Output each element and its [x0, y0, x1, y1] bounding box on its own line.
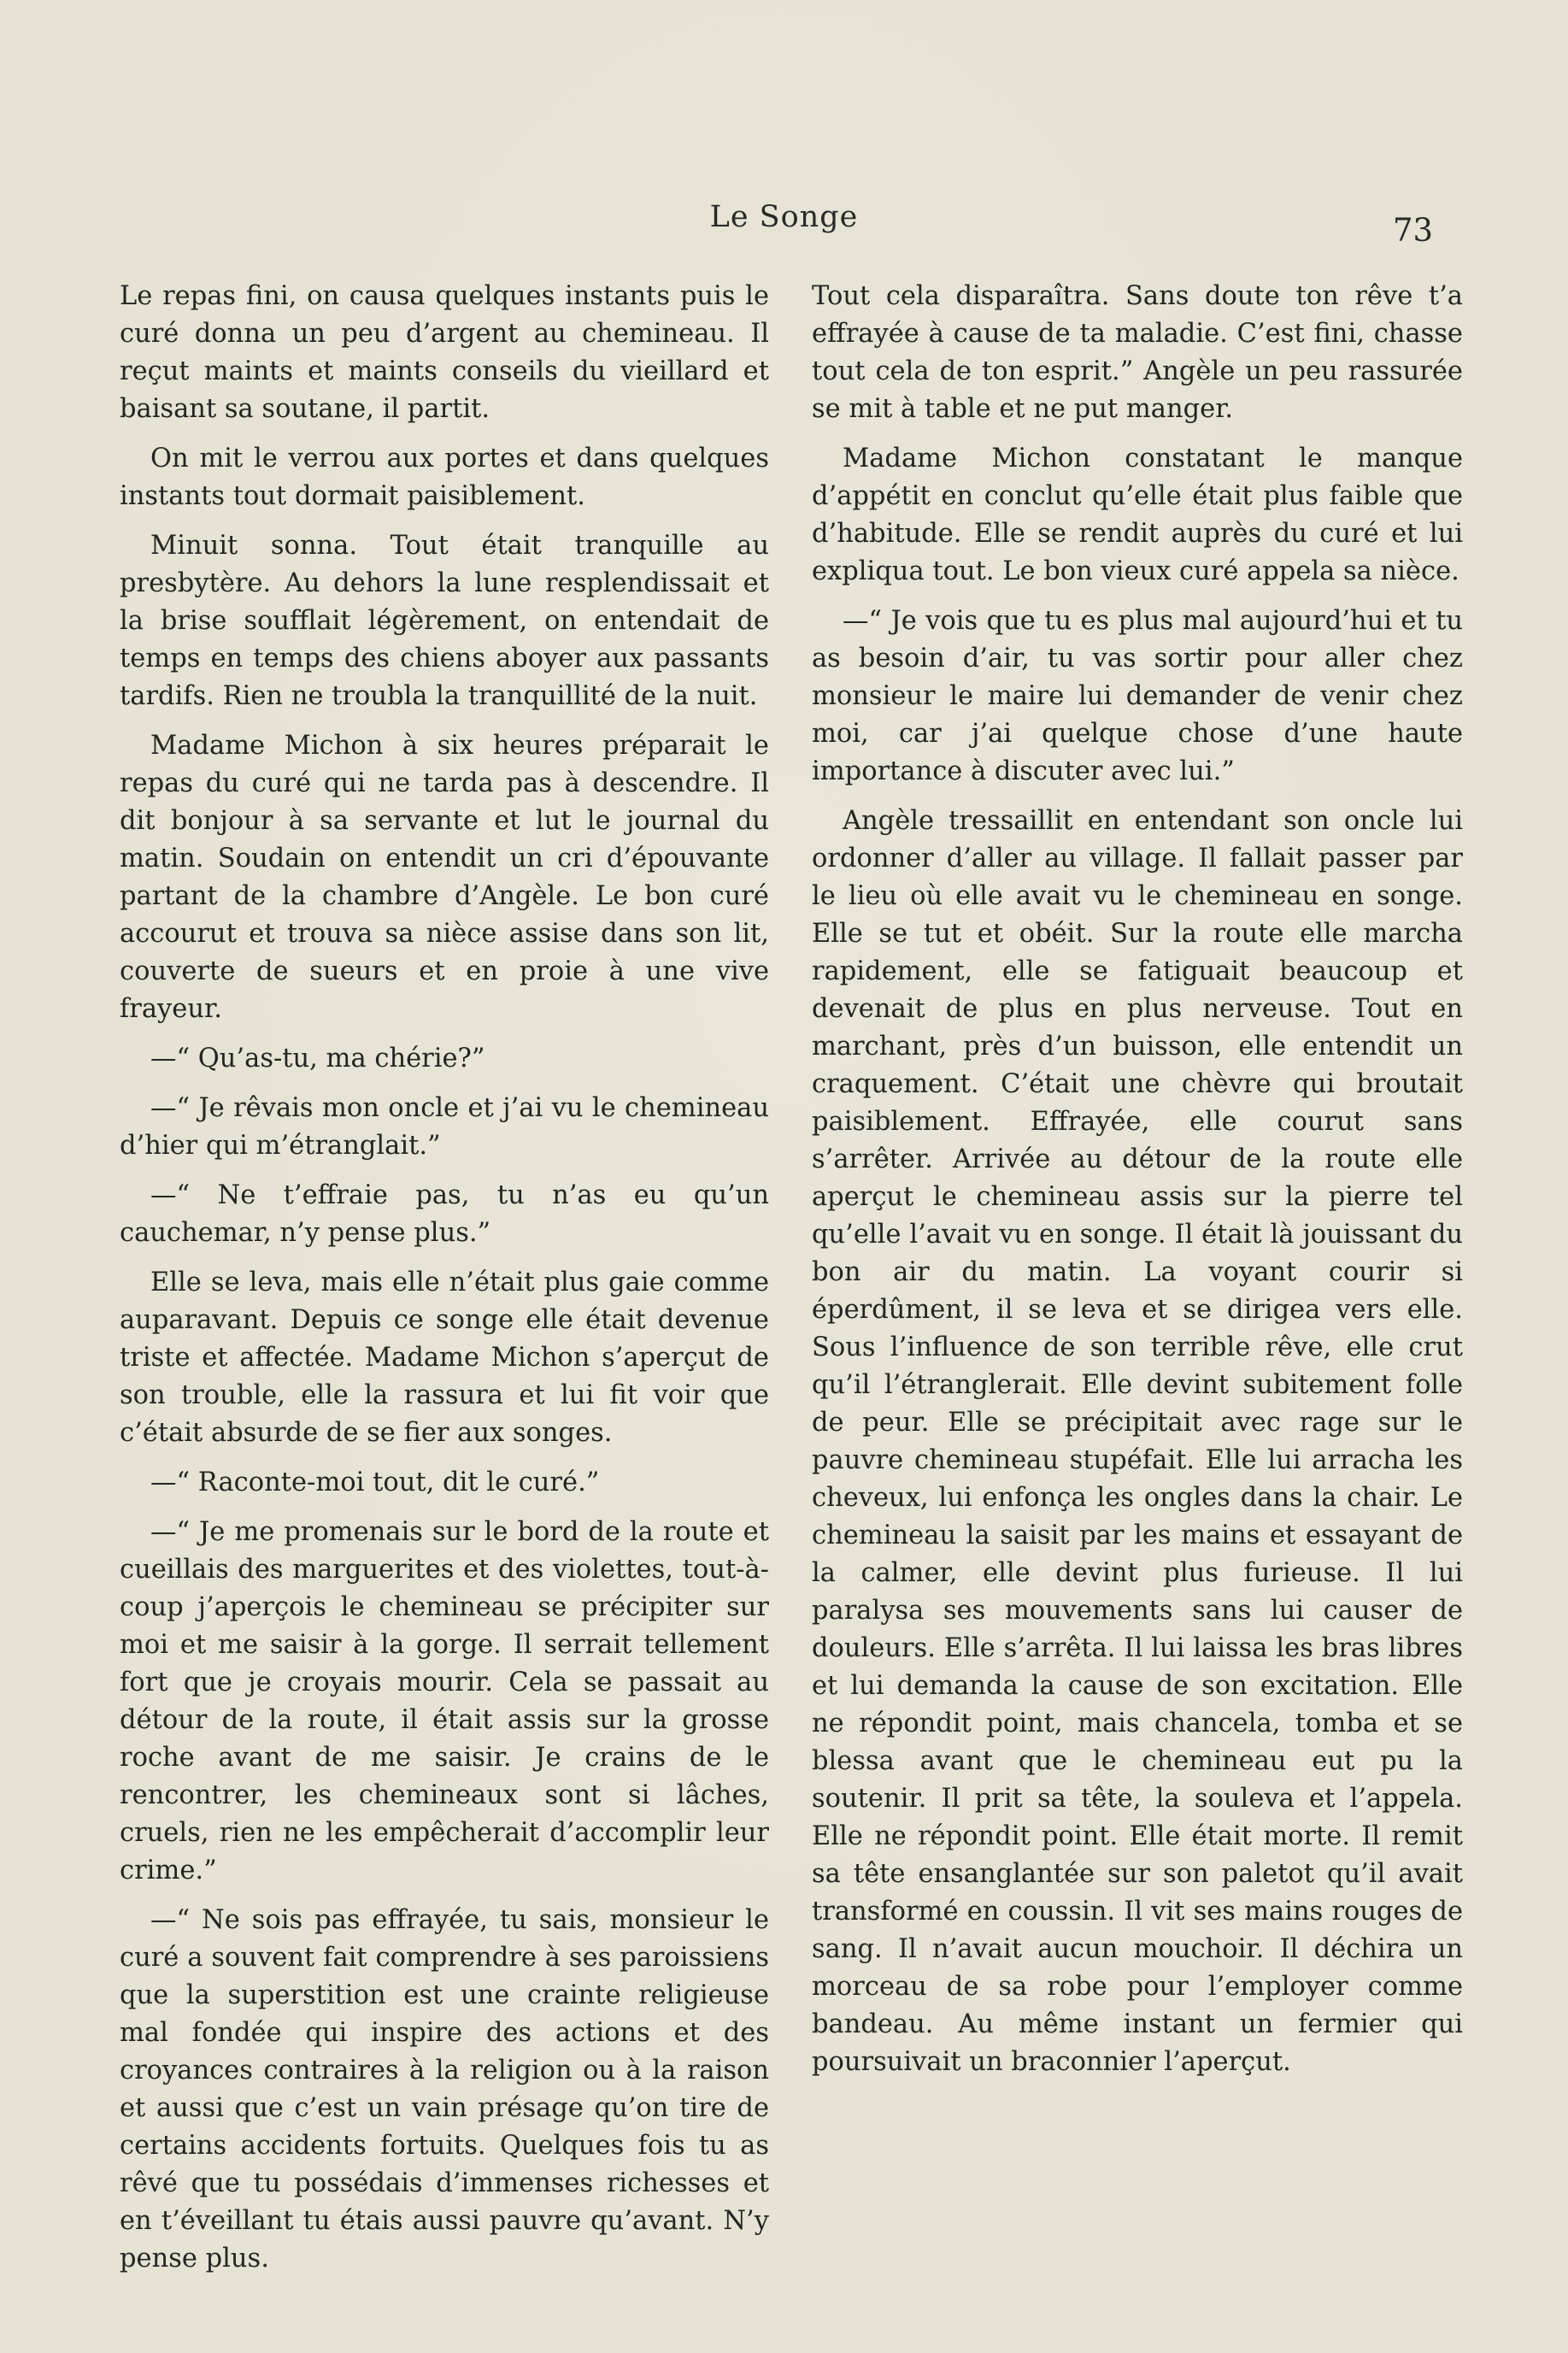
paragraph: Tout cela disparaîtra. Sans doute ton rêve t’a effrayée à cause de ta maladie. C’est fini, chasse tout cela de ton esprit.” Angèle un peu rassurée se mit à table et ne put manger.	[812, 281, 1463, 424]
paragraph: Elle se leva, mais elle n’était plus gaie comme auparavant. Depuis ce songe elle était devenue triste et affectée. Madame Michon s’aperçut de son trouble, elle la rassura et lui fit voir que c’était absurde de se fier aux songes.	[120, 1268, 769, 1448]
dialogue-line: —“ Je vois que tu es plus mal aujourd’hui et tu as besoin d’air, tu vas sortir pour aller chez monsieur le maire lui demander de venir chez moi, car j’ai quelque chose d’une haute importance à discuter avec lui.”	[812, 606, 1463, 786]
paragraph: On mit le verrou aux portes et dans quelques instants tout dormait paisiblement.	[120, 444, 769, 511]
dialogue-line: —“ Je me promenais sur le bord de la route et cueillais des marguerites et des violettes, tout-à-coup j’aperçois le chemineau se précipiter sur moi et me saisir à la gorge. Il serrait tellement fort que je croyais mourir. Cela se passait au détour de la route, il était assis sur la grosse roche avant de me saisir. Je crains de le rencontrer, les chemineaux sont si lâches, cruels, rien ne les empêcherait d’accomplir leur crime.”	[120, 1517, 769, 1885]
right-text-column	[812, 278, 1463, 2093]
page-number: 73	[1393, 212, 1434, 249]
paragraph: Angèle tressaillit en entendant son oncle lui ordonner d’aller au village. Il fallait passer par le lieu où elle avait vu le chemineau en songe. Elle se tut et obéit. Sur la route elle marcha rapidement, elle se fatiguait beaucoup et devenait de plus en plus nerveuse. Tout en marchant, près d’un buisson, elle entendit un craquement. C’était une chèvre qui broutait paisiblement. Effrayée, elle courut sans s’arrêter. Arrivée au détour de la route elle aperçut le chemineau assis sur la pierre tel qu’elle l’avait vu en songe. Il était là jouissant du bon air du matin. La voyant courir si éperdûment, il se leva et se dirigea vers elle. Sous l’influence de son terrible rêve, elle crut qu’il l’étranglerait. Elle devint subitement folle de peur. Elle se précipitait avec rage sur le pauvre chemineau stupéfait. Elle lui arracha les cheveux, lui enfonça les ongles dans la chair. Le chemineau la saisit par les mains et essayant de la calmer, elle devint plus furieuse. Il lui paralysa ses mouvements sans lui causer de douleurs. Elle s’arrêta. Il lui laissa les bras libres et lui demanda la cause de son excitation. Elle ne répondit point, mais chancela, tomba et se blessa avant que le chemineau eut pu la soutenir. Il prit sa tête, la souleva et l’appela. Elle ne répondit point. Elle était morte. Il remit sa tête ensanglantée sur son paletot qu’il avait transformé en coussin. Il vit ses mains rouges de sang. Il n’avait aucun mouchoir. Il déchira un morceau de sa robe pour l’employer comme bandeau. Au même instant un fermier qui poursuivait un braconnier l’aperçut.	[812, 806, 1463, 2077]
paragraph: Madame Michon à six heures préparait le repas du curé qui ne tarda pas à descendre. Il dit bonjour à sa servante et lut le journal du matin. Soudain on entendit un cri d’épouvante partant de la chambre d’Angèle. Le bon curé accourut et trouva sa nièce assise dans son lit, couverte de sueurs et en proie à une vive frayeur.	[120, 731, 769, 1024]
running-head-title: Le Songe	[709, 200, 859, 234]
paragraph: Le repas fini, on causa quelques instants puis le curé donna un peu d’argent au chemineau. Il reçut maints et maints conseils du vieillard et baisant sa soutane, il partit.	[120, 281, 769, 424]
left-text-column	[120, 278, 769, 2290]
paragraph: Madame Michon constatant le manque d’appétit en conclut qu’elle était plus faible que d’habitude. Elle se rendit auprès du curé et lui expliqua tout. Le bon vieux curé appela sa nièce.	[812, 444, 1463, 586]
dialogue-line: —“ Raconte-moi tout, dit le curé.”	[150, 1468, 600, 1497]
dialogue-line: —“ Qu’as-tu, ma chérie?”	[150, 1044, 485, 1074]
paragraph: Minuit sonna. Tout était tranquille au presbytère. Au dehors la lune resplendissait et la brise soufflait légèrement, on entendait de temps en temps des chiens aboyer aux passants tardifs. Rien ne troubla la tranquillité de la nuit.	[120, 531, 769, 711]
dialogue-line: —“ Ne sois pas effrayée, tu sais, monsieur le curé a souvent fait comprendre à ses paroissiens que la superstition est une crainte religieuse mal fondée qui inspire des actions et des croyances contraires à la religion ou à la raison et aussi que c’est un vain présage qu’on tire de certains accidents fortuits. Quelques fois tu as rêvé que tu possédais d’immenses richesses et en t’éveillant tu étais aussi pauvre qu’avant. N’y pense plus.	[120, 1905, 769, 2274]
dialogue-line: —“ Je rêvais mon oncle et j’ai vu le chemineau d’hier qui m’étranglait.”	[120, 1093, 769, 1161]
dialogue-line: —“ Ne t’effraie pas, tu n’as eu qu’un cauchemar, n’y pense plus.”	[120, 1180, 769, 1248]
